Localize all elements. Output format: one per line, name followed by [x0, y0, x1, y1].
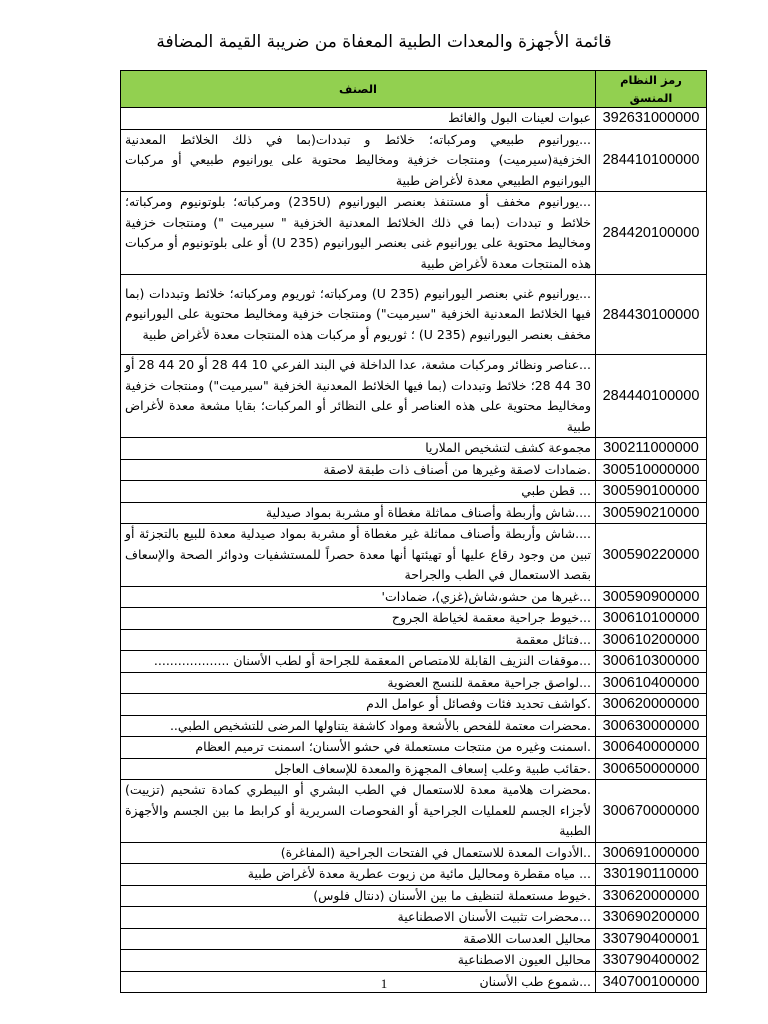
table-row [121, 524, 707, 587]
hs-code: 300670000000 [596, 780, 707, 843]
item-description: ...محضرات تثبيت الأسنان الاصطناعية [121, 907, 596, 929]
table-row [121, 864, 707, 886]
document-title: قائمة الأجهزة والمعدات الطبية المعفاة من ضريبة القيمة المضافة [156, 32, 612, 52]
table-row [121, 737, 707, 759]
hs-code: 300590210000 [596, 502, 707, 524]
table-row [121, 481, 707, 503]
hs-code: 300610100000 [596, 608, 707, 630]
table-row [121, 651, 707, 673]
item-description: ...غيرها من حشو،شاش(غزي)، ضمادات' [121, 586, 596, 608]
item-description: .اسمنت وغيره من منتجات مستعملة في حشو الأسنان؛ اسمنت ترميم العظام [121, 737, 596, 759]
hs-code: 300650000000 [596, 758, 707, 780]
table-row [121, 907, 707, 929]
item-description: ...لواصق جراحية معقمة للنسج العضوية [121, 672, 596, 694]
hs-code: 300590220000 [596, 524, 707, 587]
hs-code: 300610300000 [596, 651, 707, 673]
table-row [121, 192, 707, 275]
item-description: ...فتائل معقمة [121, 629, 596, 651]
exempt-items-table [120, 70, 707, 993]
item-description: ...خيوط جراحية معقمة لخياطة الجروح [121, 608, 596, 630]
table-header-row [121, 71, 707, 108]
table-row [121, 672, 707, 694]
item-description: محاليل العدسات اللاصقة [121, 928, 596, 950]
item-description: ...موقفات النزيف القابلة للامتصاص المعقمة للجراحة أو لطب الأسنان ................... [121, 651, 596, 673]
table-row [121, 586, 707, 608]
hs-code: 284420100000 [596, 192, 707, 275]
item-description: .خيوط مستعملة لتنظيف ما بين الأسنان (دنتال فلوس) [121, 885, 596, 907]
table-row [121, 438, 707, 460]
table-row [121, 715, 707, 737]
hs-code: 340700100000 [596, 971, 707, 993]
item-description: ... قطن طبي [121, 481, 596, 503]
hs-code: 330790400001 [596, 928, 707, 950]
item-description: ....شاش وأربطة وأصناف مماثلة مغطاة أو مشربة بمواد صيدلية [121, 502, 596, 524]
item-description: ... مياه مقطرة ومحاليل مائية من زيوت عطرية معدة لأغراض طبية [121, 864, 596, 886]
page-number: 1 [380, 976, 388, 991]
item-description: عبوات لعينات البول والغائط [121, 108, 596, 130]
hs-code: 330790400002 [596, 950, 707, 972]
table-row [121, 950, 707, 972]
table-row [121, 694, 707, 716]
table-row [121, 928, 707, 950]
header-hs-code: رمز النظام المنسق [596, 71, 707, 108]
hs-code: 300640000000 [596, 737, 707, 759]
hs-code: 284410100000 [596, 129, 707, 192]
hs-code: 330690200000 [596, 907, 707, 929]
hs-code: 300630000000 [596, 715, 707, 737]
item-description: ...عناصر ونظائر ومركبات مشعة، عدا الداخلة في البند الفرعي 10 44 28 أو 20 44 28 أو 30 44 28؛ خلائط وتبددات (بما فيها الخلائط المعدنية الخزفية "سيرميت") ومنتجات خزفية ومخاليط محتوية على هذه العناصر أو على النظائر أو المركبات؛ بقايا مشعة معدة لأغراض طبية [121, 355, 596, 438]
hs-code: 284440100000 [596, 355, 707, 438]
item-description: ...يورانيوم مخفف أو مستنفذ بعنصر اليورانيوم (235U) ومركباته؛ بلوتونيوم ومركباته؛ خلائط و تبددات (بما في ذلك الخلائط المعدنية الخزفية " سيرميت ") ومنتجات خزفية ومخاليط محتوية على يورانيوم غنى بعنصر اليورانيوم (U 235) أو على بلوتونيوم أو مركبات هذه المنتجات معدة لأغراض طبية [121, 192, 596, 275]
item-description: مجموعة كشف لتشخيص الملاريا [121, 438, 596, 460]
item-description: ...يورانيوم طبيعي ومركباته؛ خلائط و تبددات(بما في ذلك الخلائط المعدنية الخزفية(سيرميت) ومنتجات خزفية ومخاليط محتوية على يورانيوم طبيعي أو مركبات اليورانيوم الطبيعي معدة لأغراض طبية [121, 129, 596, 192]
item-description: .كواشف تحديد فئات وفصائل أو عوامل الدم [121, 694, 596, 716]
table-row [121, 780, 707, 843]
hs-code: 300691000000 [596, 842, 707, 864]
item-description: ...يورانيوم غني بعنصر اليورانيوم (U 235) ومركباته؛ ثوريوم ومركباته؛ خلائط وتبددات (بما فيها الخلائط المعدنية الخزفية "سيرميت") ومنتجات خزفية ومخاليط محتوية على اليورانيوم مخفف بعنصر اليورانيوم (U 235) ؛ ثوريوم أو مركبات هذه المنتجات معدة لأغراض طبية [121, 275, 596, 355]
hs-code: 300590900000 [596, 586, 707, 608]
table-row [121, 629, 707, 651]
header-item: الصنف [121, 71, 596, 108]
hs-code: 300610200000 [596, 629, 707, 651]
table-row [121, 502, 707, 524]
item-description: محاليل العيون الاصطناعية [121, 950, 596, 972]
table-row [121, 129, 707, 192]
item-description: .ضمادات لاصقة وغيرها من أصناف ذات طبقة لاصقة [121, 459, 596, 481]
table-row [121, 355, 707, 438]
table-row [121, 758, 707, 780]
hs-code: 300211000000 [596, 438, 707, 460]
hs-code: 300620000000 [596, 694, 707, 716]
hs-code: 300510000000 [596, 459, 707, 481]
item-description: ...شموع طب الأسنان [121, 971, 596, 993]
hs-code: 330190110000 [596, 864, 707, 886]
hs-code: 330620000000 [596, 885, 707, 907]
item-description: .محضرات هلامية معدة للاستعمال في الطب البشري أو البيطري كمادة تشحيم (تزييت) لأجزاء الجسم للعمليات الجراحية أو الفحوصات السريرية أو كرابط ما بين الجسم والأجهزة الطبية [121, 780, 596, 843]
hs-code: 284430100000 [596, 275, 707, 355]
table-row [121, 885, 707, 907]
table-row [121, 108, 707, 130]
hs-code: 300610400000 [596, 672, 707, 694]
item-description: .حقائب طبية وعلب إسعاف المجهزة والمعدة للإسعاف العاجل [121, 758, 596, 780]
hs-code: 392631000000 [596, 108, 707, 130]
table-row [121, 842, 707, 864]
item-description: ..الأدوات المعدة للاستعمال في الفتحات الجراحية (المفاغرة) [121, 842, 596, 864]
hs-code: 300590100000 [596, 481, 707, 503]
table-row [121, 608, 707, 630]
item-description: .محضرات معتمة للفحص بالأشعة ومواد كاشفة يتناولها المرضى للتشخيص الطبي.. [121, 715, 596, 737]
table-row [121, 275, 707, 355]
item-description: ....شاش وأربطة وأصناف مماثلة غير مغطاة أو مشربة بمواد صيدلية معدة للبيع بالتجزئة أو تبين من وجود رقاع عليها أو تهيئتها أنها معدة حصراً للمستشفيات ودوائر الصحة والإسعاف بقصد الاستعمال في الطب والجراحة [121, 524, 596, 587]
table-row [121, 459, 707, 481]
